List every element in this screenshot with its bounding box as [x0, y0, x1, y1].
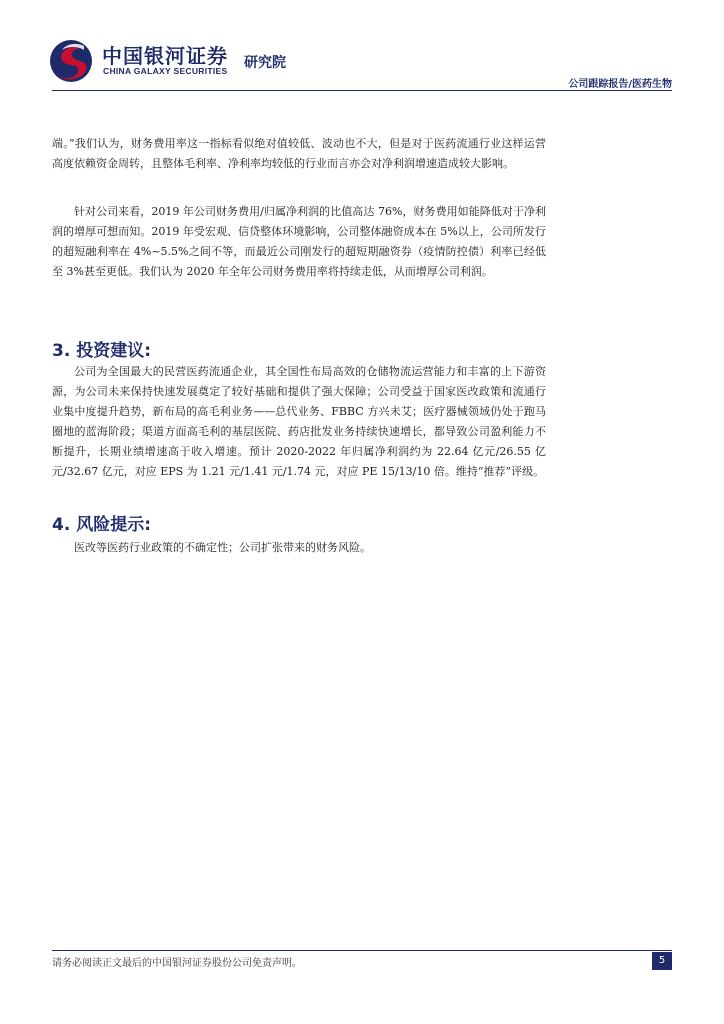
- paragraph-financial-cost-company: [52, 202, 548, 282]
- body-paragraph: 公司为全国最大的民营医药流通企业，其全国性布局高效的仓储物流运营能力和丰富的上下游资源，为公司未来保持快速发展奠定了较好基础和提供了强大保障；公司受益于国家医改政策和流通行业集中度提升趋势，新布局的高毛利业务——总代业务、FBBC 方兴未艾；医疗器械领域仍处于跑马圈地的蓝海阶段；渠道方面高毛利的基层医院、药店批发业务持续快速增长，都导致公司盈利能力不断提升，长期业绩增速高于收入增速。预计 2020-2022 年归属净利润约为 22.64 亿元/26.55 亿元/32.67 亿元，对应 EPS 为 1.21 元/1.41 元/1.74 元，对应 PE 15/13/10 倍。维持“推荐”评级。: [52, 365, 546, 478]
- brand-name-en: CHINA GALAXY SECURITIES: [103, 66, 228, 76]
- footer-disclaimer: 请务必阅读正文最后的中国银河证券股份公司免责声明。: [52, 958, 302, 969]
- brand-unit: 研究院: [244, 55, 286, 71]
- report-category: 公司跟踪报告/医药生物: [568, 79, 672, 90]
- paragraph-risk-warning: [52, 538, 548, 558]
- brand-name-cn: 中国银河证券: [102, 44, 228, 68]
- body-paragraph: 医改等医药行业政策的不确定性；公司扩张带来的财务风险。: [74, 541, 371, 554]
- page-number: 5: [652, 952, 672, 970]
- galaxy-logo-icon: [48, 38, 94, 84]
- body-paragraph: 针对公司来看，2019 年公司财务费用/归属净利润的比值高达 76%，财务费用如能降低对于净利润的增厚可想而知。2019 年受宏观、信贷整体环境影响，公司整体融资成本在 5%以上，公司所发行的超短融利率在 4%~5.5%之间不等，而最近公司刚发行的超短期融资券（疫情防控债）利率已经低至 3%甚至更低。我们认为 2020 年全年公司财务费用率将持续走低，从而增厚公司利润。: [52, 205, 546, 278]
- body-paragraph: 端。”我们认为，财务费用率这一指标看似绝对值较低、波动也不大，但是对于医药流通行业这样运营高度依赖资金周转，且整体毛利率、净利率均较低的行业而言亦会对净利润增速造成较大影响。: [52, 137, 546, 170]
- section-heading-investment-advice: 3. 投资建议:: [52, 341, 152, 361]
- section-heading-risk-warning: 4. 风险提示:: [52, 515, 152, 535]
- footer-divider: [52, 950, 672, 951]
- header-divider: [52, 90, 672, 91]
- company-logo: [48, 38, 308, 84]
- paragraph-financial-cost-intro: [52, 134, 548, 174]
- paragraph-investment-advice: [52, 362, 548, 482]
